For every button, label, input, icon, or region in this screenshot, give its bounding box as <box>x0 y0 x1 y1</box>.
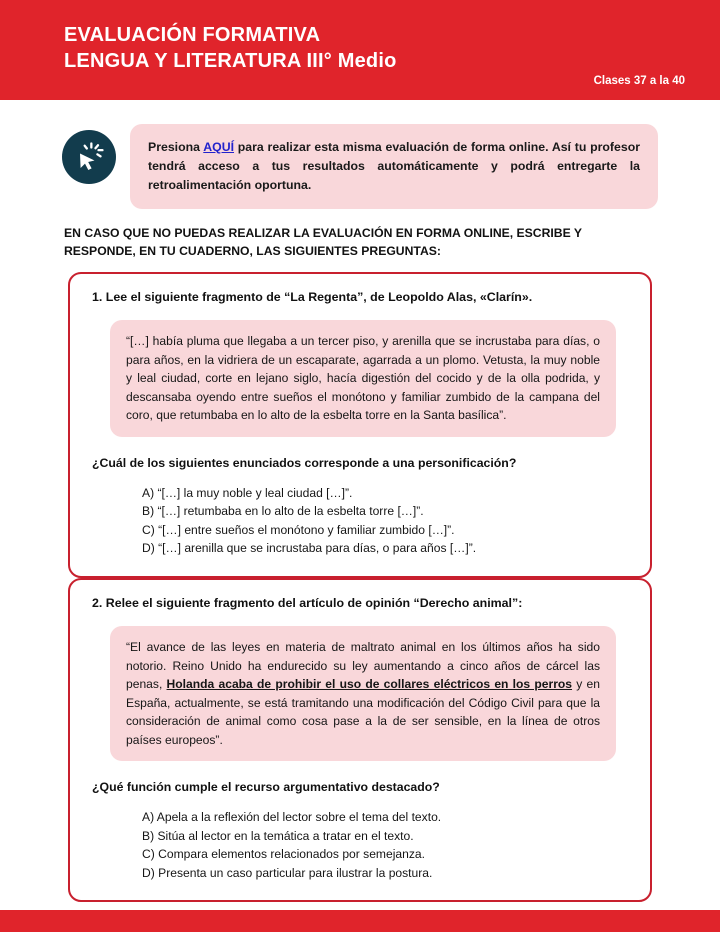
option-d[interactable]: D) Presenta un caso particular para ilustrar la postura. <box>142 865 433 880</box>
header-band <box>0 0 720 100</box>
question-2-quote-text <box>126 638 600 749</box>
question-card-2 <box>68 578 652 902</box>
question-2-quote-highlight: Holanda acaba de prohibir el uso de collares eléctricos en los perros <box>166 677 573 691</box>
question-1-quote-text: “[…] había pluma que llegaba a un tercer piso, y arenilla que se incrustaba para días, o para años, en la vidriera de un escaparate, agarrada a un plomo. Vetusta, la muy noble y leal ciudad, corte en lejano siglo, hacía digestión del cocido y de la olla podrida, y descansaba oyendo entre sueños el monótono y familiar zumbido de la campana del coro, que retumbaba en lo alto de la esbelta torre en la Santa basílica”. <box>126 334 600 422</box>
question-2-prompt: ¿Qué función cumple el recurso argumentativo destacado? <box>92 780 440 794</box>
header-title-line-2: LENGUA Y LITERATURA III° Medio <box>64 50 397 72</box>
option-d[interactable]: D) “[…] arenilla que se incrustaba para días, o para años […]”. <box>142 541 477 555</box>
question-2-stem: 2. Relee el siguiente fragmento del artículo de opinión “Derecho animal”: <box>92 596 523 610</box>
question-1-stem: 1. Lee el siguiente fragmento de “La Regenta”, de Leopoldo Alas, «Clarín». <box>92 290 533 304</box>
option-a[interactable]: A) Apela a la reflexión del lector sobre el tema del texto. <box>142 810 442 824</box>
header-classes-label: Clases 37 a la 40 <box>593 75 685 87</box>
question-2-quote-part-1: “El avance de las leyes en materia de maltrato animal en los últimos años ha sido notorio. Reino Unido ha endurecido su ley aumentando a cinco años de cárcel las penas, <box>126 640 600 691</box>
online-callout <box>62 124 658 209</box>
option-a[interactable]: A) “[…] la muy noble y leal ciudad […]”. <box>142 485 353 500</box>
option-c[interactable]: C) Compara elementos relacionados por semejanza. <box>142 847 425 861</box>
callout-text <box>148 138 640 195</box>
question-card-1 <box>68 272 652 578</box>
option-b[interactable]: B) “[…] retumbaba en lo alto de la esbelta torre […]”. <box>142 504 424 518</box>
question-2-quote-part-2: y en España, actualmente, se está tramitando una modificación del Código Civil para que la consideración de animal como cosa pase a la de ser sensible, en la línea de otros países europeos”. <box>126 677 600 747</box>
question-1-options <box>142 484 630 558</box>
callout-box <box>130 124 658 209</box>
instruction-text: EN CASO QUE NO PUEDAS REALIZAR LA EVALUACIÓN EN FORMA ONLINE, ESCRIBE Y RESPONDE, EN TU CUADERNO, LAS SIGUIENTES PREGUNTAS: <box>64 226 582 258</box>
question-1-quote-box <box>110 320 616 437</box>
callout-text-after: para realizar esta misma evaluación de forma online. Así tu profesor tendrá acceso a tus resultados automáticamente y podrá entregarte la retroalimentación oportuna. <box>148 140 640 192</box>
callout-text-before: Presiona <box>148 140 204 154</box>
page-title <box>64 22 397 74</box>
footer-band <box>0 910 720 932</box>
header-title-line-1: EVALUACIÓN FORMATIVA <box>64 24 321 46</box>
question-1-prompt: ¿Cuál de los siguientes enunciados corresponde a una personificación? <box>92 455 517 470</box>
option-b[interactable]: B) Sitúa al lector en la temática a tratar en el texto. <box>142 828 414 843</box>
aqui-link[interactable]: AQUÍ <box>203 140 235 154</box>
question-2-quote-box <box>110 626 616 761</box>
question-2-options <box>142 808 630 882</box>
click-cursor-icon <box>62 130 116 184</box>
option-c[interactable]: C) “[…] entre sueños el monótono y familiar zumbido […]”. <box>142 522 455 537</box>
